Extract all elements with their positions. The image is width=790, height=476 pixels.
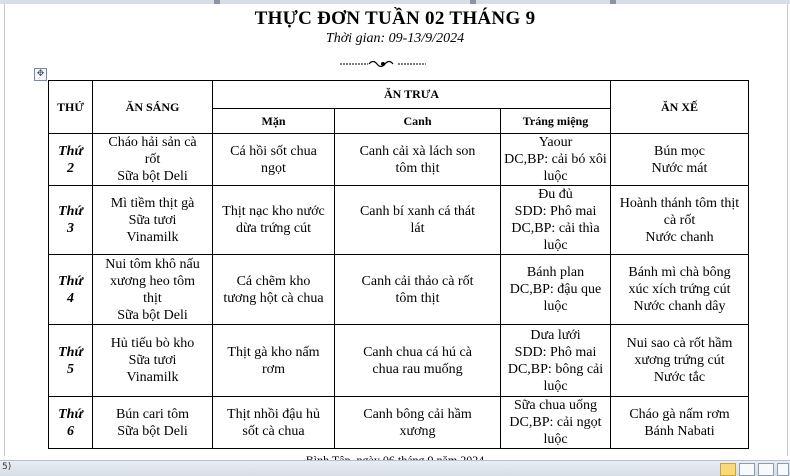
web-layout-view-icon[interactable] <box>758 463 774 476</box>
cell-line: xương trứng cút <box>634 353 725 368</box>
salty-cell[interactable] <box>213 325 335 397</box>
header-soup[interactable]: Canh <box>335 109 501 134</box>
dessert-cell[interactable] <box>501 325 611 397</box>
breakfast-cell[interactable] <box>93 397 213 449</box>
cell-line: Yaour <box>538 135 573 150</box>
breakfast-cell[interactable] <box>93 325 213 397</box>
table-row <box>49 397 749 449</box>
day-cell[interactable] <box>49 397 93 449</box>
cell-line: DC,BP: cải ngọt luộc <box>509 415 602 447</box>
cell-line: Nước tắc <box>653 370 706 385</box>
cell-line: Cháo gà nấm rơm <box>629 406 730 422</box>
snack-cell[interactable] <box>611 255 749 325</box>
cell-line: Thịt gà kho nấm <box>227 344 320 360</box>
cell-line: Cháo hải sản cà <box>108 135 197 150</box>
cell-line: Bún cari tôm <box>115 406 190 422</box>
day-cell[interactable] <box>49 255 93 325</box>
cell-line: rốt <box>144 152 161 167</box>
cell-line: Sữa bột Deli <box>117 169 188 184</box>
cell-line: Thứ <box>58 406 83 422</box>
cell-line: Sữa tươi <box>128 212 177 228</box>
breakfast-cell[interactable] <box>93 134 213 186</box>
cell-line: 6 <box>67 423 74 439</box>
cell-line: SDD: Phô mai <box>514 344 597 360</box>
cell-line: Canh chua cá hú cà <box>363 344 472 360</box>
snack-cell[interactable] <box>611 186 749 255</box>
cell-line: Thứ <box>58 204 83 219</box>
cell-line: Nước mát <box>651 160 708 176</box>
cell-line: Hoành thánh tôm thịt <box>619 195 740 211</box>
status-bar <box>0 460 790 476</box>
cell-line: cà rốt <box>663 212 696 228</box>
cell-line: Thứ <box>58 273 83 289</box>
soup-cell[interactable] <box>335 325 501 397</box>
breakfast-cell[interactable] <box>93 186 213 255</box>
header-salty[interactable]: Mặn <box>213 109 335 134</box>
cell-line: Thịt nạc kho nước <box>222 204 325 219</box>
cell-line: 5 <box>67 361 74 377</box>
outline-view-icon[interactable] <box>777 463 789 476</box>
document-date[interactable]: Thời gian: 09-13/9/2024 <box>325 31 465 46</box>
cell-line: DC,BP: cải thìa luộc <box>511 221 600 253</box>
cell-line: luộc <box>543 378 568 394</box>
cell-line: tôm thịt <box>395 290 440 306</box>
cell-line: thịt <box>143 290 162 306</box>
page-edge <box>787 4 788 456</box>
salty-cell[interactable] <box>213 134 335 186</box>
cell-line: Bún mọc <box>654 143 705 159</box>
cell-line: DC,BP: cải bó xôi <box>504 152 607 167</box>
cell-line: Sữa tươi <box>128 353 177 368</box>
dessert-cell[interactable] <box>501 186 611 255</box>
menu-table[interactable] <box>48 80 749 449</box>
header-day[interactable]: THỨ <box>49 81 93 134</box>
cell-line: 4 <box>67 290 74 306</box>
cell-line: Mì tiềm thịt gà <box>110 195 195 211</box>
cell-line: Bánh Nabati <box>644 423 715 439</box>
cell-line: Canh cải thảo cà rốt <box>361 273 474 289</box>
cell-line: 3 <box>67 221 74 236</box>
snack-cell[interactable] <box>611 134 749 186</box>
day-cell[interactable] <box>49 325 93 397</box>
cell-line: 2 <box>67 160 74 176</box>
cell-line: Sữa bột Deli <box>117 307 188 323</box>
cell-line: Hủ tiếu bò kho <box>110 336 195 351</box>
cell-line: Nước chanh <box>645 229 714 245</box>
cell-line: dừa trứng cút <box>235 221 312 236</box>
cell-line: Vinamilk <box>126 229 179 245</box>
cell-line: Đu đủ <box>538 187 573 202</box>
salty-cell[interactable] <box>213 186 335 255</box>
salty-cell[interactable] <box>213 397 335 449</box>
cell-line: DC,BP: bông cải <box>507 361 604 377</box>
cell-line: Thứ <box>58 143 83 159</box>
table-move-handle-icon[interactable]: ✥ <box>34 68 47 81</box>
cell-line: SDD: Phô mai <box>514 204 597 219</box>
day-cell[interactable] <box>49 134 93 186</box>
cell-line: tương hột cà chua <box>223 290 324 306</box>
menu-table-body <box>49 134 749 449</box>
status-text[interactable]: 5) <box>2 462 12 472</box>
cell-line: DC,BP: đậu que luộc <box>509 282 602 314</box>
cell-line: lát <box>410 221 425 236</box>
snack-cell[interactable] <box>611 397 749 449</box>
ruler-tab-marker[interactable] <box>470 0 476 4</box>
cell-line: Cá hồi sốt chua <box>230 143 317 159</box>
table-row <box>49 186 749 255</box>
page-edge <box>4 4 5 456</box>
top-ruler[interactable] <box>0 0 790 4</box>
cell-line: Canh bí xanh cá thát <box>359 204 476 219</box>
cell-line: ngọt <box>261 160 286 176</box>
ornament-divider-icon <box>338 57 428 71</box>
cell-line: Thịt nhồi đậu hủ <box>227 406 320 422</box>
dessert-cell[interactable] <box>501 134 611 186</box>
cell-line: Nui tôm khô nấu <box>105 256 200 272</box>
cell-line: sốt cà chua <box>242 423 305 439</box>
cell-line: luộc <box>543 169 568 184</box>
breakfast-cell[interactable] <box>93 255 213 325</box>
header-dessert[interactable]: Tráng miệng <box>501 109 611 134</box>
cell-line: tôm thịt <box>395 160 440 176</box>
cell-line: Bánh plan <box>526 265 585 280</box>
header-breakfast[interactable]: ĂN SÁNG <box>93 81 213 134</box>
print-layout-view-icon[interactable] <box>720 463 736 476</box>
salty-cell[interactable] <box>213 255 335 325</box>
soup-cell[interactable] <box>335 255 501 325</box>
dessert-cell[interactable] <box>501 255 611 325</box>
cell-line: Dưa lưới <box>530 327 581 343</box>
soup-cell[interactable] <box>335 134 501 186</box>
table-row <box>49 325 749 397</box>
cell-line: rơm <box>262 361 285 377</box>
header-lunch[interactable]: ĂN TRƯA <box>213 81 611 109</box>
cell-line: Canh cải xà lách son <box>359 143 476 159</box>
cell-line: Cá chẽm kho <box>236 273 311 289</box>
cell-line: Sữa chua uống <box>513 398 597 413</box>
full-screen-view-icon[interactable] <box>739 463 755 476</box>
cell-line: Nui sao cà rốt hầm <box>626 336 733 351</box>
cell-line: xương <box>399 423 436 439</box>
cell-line: Bánh mì chà bông <box>628 265 731 280</box>
ruler-tab-marker[interactable] <box>610 0 616 4</box>
dessert-cell[interactable] <box>501 397 611 449</box>
cell-line: xương heo tôm <box>110 273 195 289</box>
soup-cell[interactable] <box>335 186 501 255</box>
soup-cell[interactable] <box>335 397 501 449</box>
cell-line: Canh bông cải hầm <box>363 406 472 422</box>
ruler-indent-marker[interactable] <box>214 0 220 4</box>
cell-line: Sữa bột Deli <box>117 423 188 439</box>
header-snack[interactable]: ĂN XẾ <box>611 81 749 134</box>
cell-line: Nước chanh dây <box>633 299 726 314</box>
table-row <box>49 255 749 325</box>
cell-line: chua rau muống <box>372 361 463 377</box>
cell-line: Vinamilk <box>126 370 179 385</box>
document-title[interactable]: THỰC ĐƠN TUẦN 02 THÁNG 9 <box>254 8 536 29</box>
cell-line: Thứ <box>58 344 83 360</box>
table-row <box>49 134 749 186</box>
snack-cell[interactable] <box>611 325 749 397</box>
day-cell[interactable] <box>49 186 93 255</box>
cell-line: xúc xích trứng cút <box>628 282 731 297</box>
